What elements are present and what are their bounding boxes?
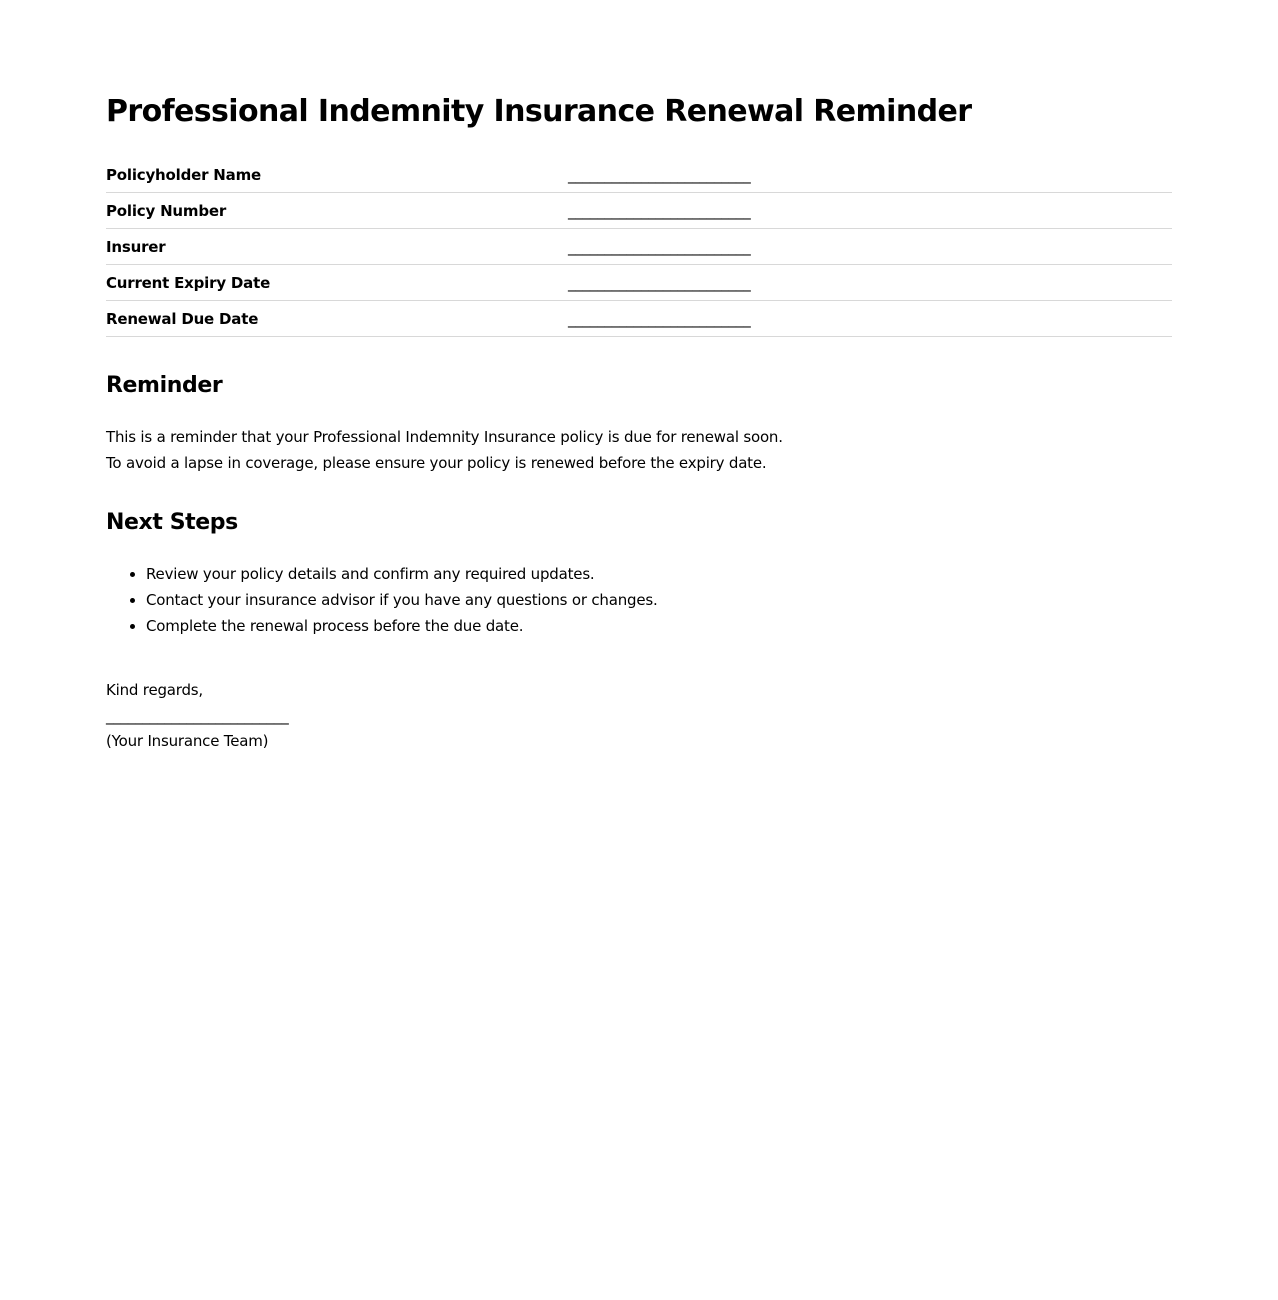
- detail-value: _________________________: [568, 193, 1172, 229]
- next-steps-heading: Next Steps: [106, 510, 238, 535]
- table-row: [106, 301, 1172, 337]
- detail-label: Insurer: [106, 229, 568, 265]
- next-steps-list: [106, 561, 658, 639]
- table-row: [106, 193, 1172, 229]
- list-item: • Review your policy details and confirm any required updates.: [146, 561, 658, 587]
- reminder-line: To avoid a lapse in coverage, please ensure your policy is renewed before the expiry date.: [106, 454, 767, 472]
- list-item: • Complete the renewal process before the due date.: [146, 613, 658, 639]
- signoff-block: [106, 678, 289, 755]
- detail-value: _________________________: [568, 265, 1172, 301]
- signature-line: _________________________: [106, 706, 289, 725]
- detail-value: _________________________: [568, 301, 1172, 337]
- reminder-line: This is a reminder that your Professional Indemnity Insurance policy is due for renewal soon.: [106, 428, 783, 446]
- policy-details-table: [106, 157, 1172, 337]
- table-row: [106, 157, 1172, 193]
- table-row: [106, 229, 1172, 265]
- reminder-heading: Reminder: [106, 373, 223, 398]
- detail-value: _________________________: [568, 229, 1172, 265]
- list-item: • Contact your insurance advisor if you have any questions or changes.: [146, 587, 658, 613]
- table-row: [106, 265, 1172, 301]
- detail-value: _________________________: [568, 157, 1172, 193]
- detail-label: Current Expiry Date: [106, 265, 568, 301]
- page-title: Professional Indemnity Insurance Renewal Reminder: [106, 94, 972, 129]
- detail-label: Policy Number: [106, 193, 568, 229]
- reminder-paragraph: [106, 424, 783, 476]
- detail-label: Policyholder Name: [106, 157, 568, 193]
- team-name: (Your Insurance Team): [106, 732, 269, 750]
- closing-text: Kind regards,: [106, 681, 203, 699]
- detail-label: Renewal Due Date: [106, 301, 568, 337]
